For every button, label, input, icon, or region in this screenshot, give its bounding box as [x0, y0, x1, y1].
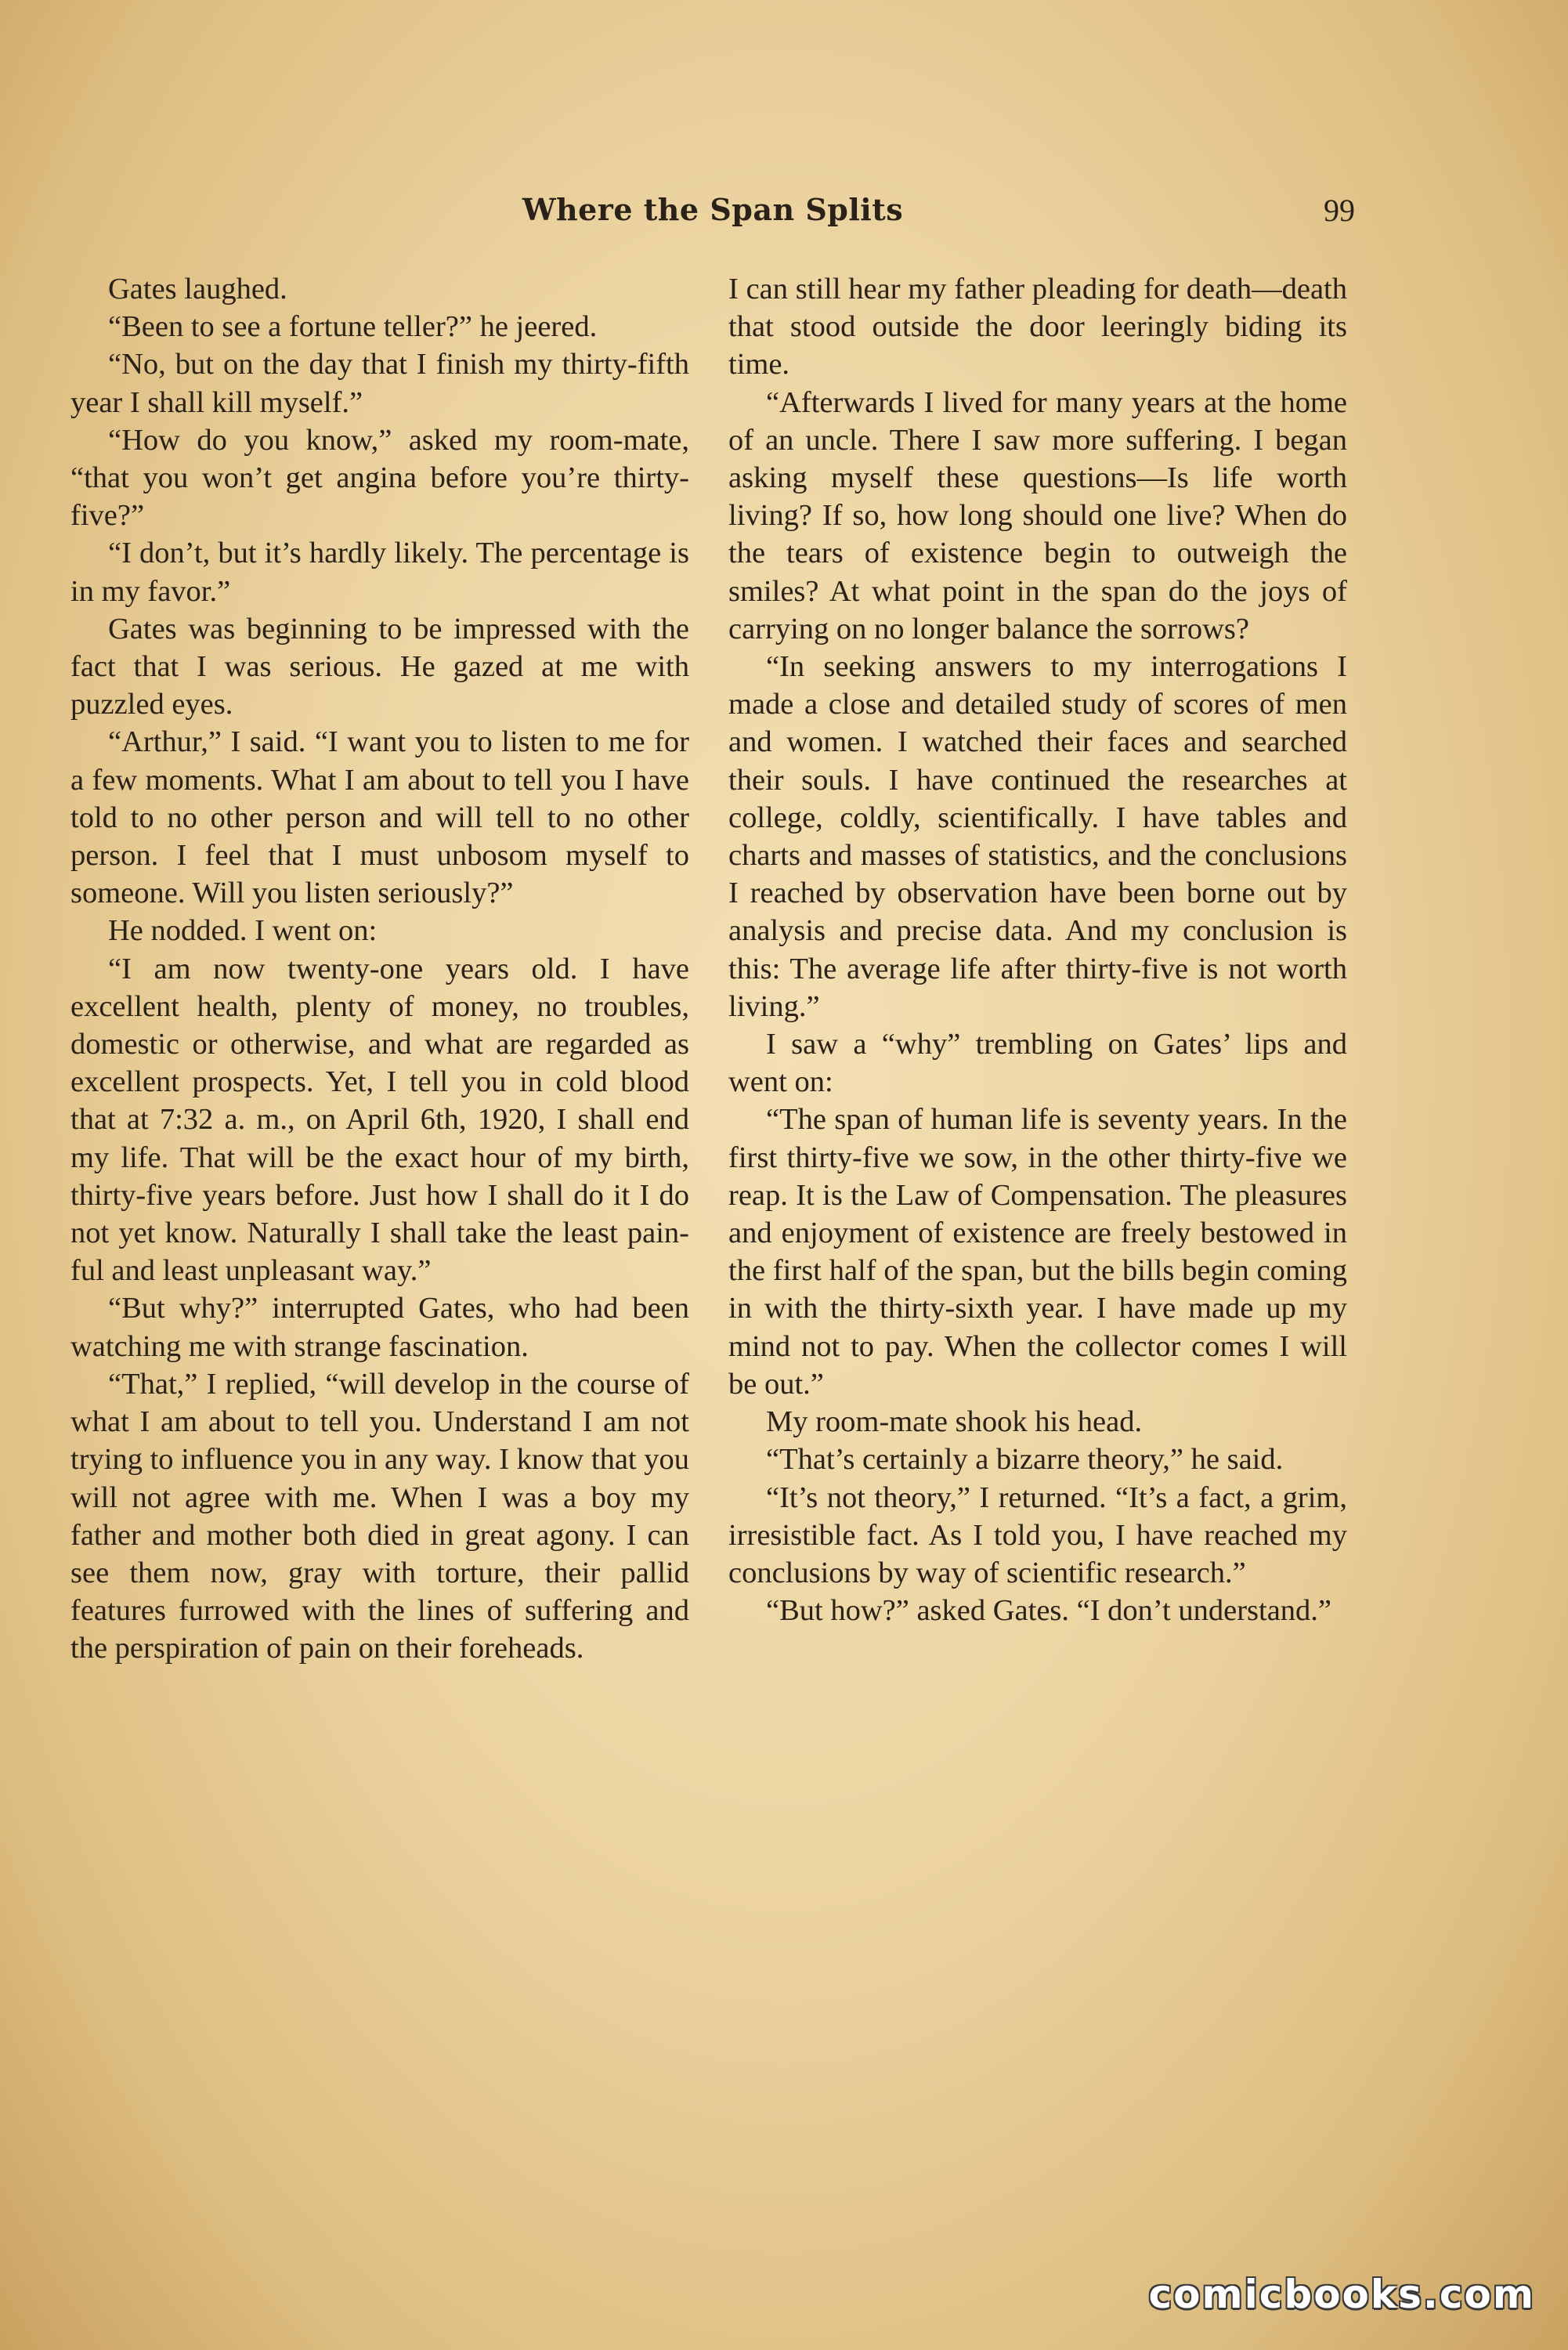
paragraph: “Afterwards I lived for many years at the home of an uncle. There I saw more suffering. I began asking myself these questions—Is life worth living? If so, how long should one live? When do the tears of existence begin to outweigh the smiles? At what point in the span do the joys of carrying on no longer balance the sorrows?: [728, 385, 1347, 645]
paragraph: “But why?” interrupted Gates, who had been watching me with strange fascination.: [70, 1292, 689, 1363]
page-number: 99: [1324, 193, 1355, 228]
site-watermark: comicbooks.com: [1148, 2272, 1535, 2317]
paragraph: I saw a “why” trembling on Gates’ lips and went on:: [728, 1028, 1347, 1099]
paragraph: He nodded. I went on:: [108, 914, 378, 948]
paragraph: “The span of human life is seventy years. In the first thirty-five we sow, in the other thirty-five we reap. It is the Law of Compensation. The pleasures and enjoyment of existence are freely bestowed in the first half of the span, but the bills begin coming in with the thirty-sixth year. I have made up my mind not to pay. When the collector comes I will be out.”: [728, 1103, 1347, 1401]
paragraph: Gates laughed.: [108, 273, 287, 306]
running-title: Where the Span Splits: [522, 192, 904, 227]
left-text-column: [70, 270, 689, 1668]
paragraph: My room-mate shook his head.: [766, 1405, 1143, 1439]
paragraph: “Arthur,” I said. “I want you to listen to me for a few moments. What I am about to tell you I have told to no other person and will tell to no other person. I feel that I must unbosom myself to someone. Will you listen seriously?”: [70, 725, 689, 910]
paragraph: “How do you know,” asked my room-mate, “that you won’t get angina before you’re thirty-five?”: [70, 423, 689, 533]
paragraph: “I am now twenty-one years old. I have excellent health, plenty of money, no troubles, domestic or otherwise, and what are regarded as excellent prospects. Yet, I tell you in cold blood that at 7:32 a. m., on April 6th, 1920, I shall end my life. That will be the exact hour of my birth, thirty-five years before. Just how I shall do it I do not yet know. Naturally I shall take the least painful and least unpleasant way.”: [70, 952, 689, 1288]
paragraph: “No, but on the day that I finish my thirty-fifth year I shall kill myself.”: [70, 348, 689, 419]
right-text-column: [728, 270, 1347, 1629]
page-header: [70, 192, 1355, 239]
paragraph: “It’s not theory,” I returned. “It’s a fact, a grim, irresistible fact. As I told you, I have reached my conclusions by way of scientific research.”: [728, 1480, 1347, 1589]
paragraph: “That,” I replied, “will develop in the course of what I am about to tell you. Understand I am not trying to influence you in any way. I know that you will not agree with me. When I was a boy my father and mother both died in great agony. I can see them now, gray with torture, their pallid features furrowed with the lines of suffering and the perspiration of pain on their foreheads.: [70, 1367, 689, 1665]
paragraph: Gates was beginning to be impressed with the fact that I was serious. He gazed at me with puzzled eyes.: [70, 612, 689, 721]
paragraph-continued: I can still hear my father pleading for death—death that stood outside the door leeringly biding its time.: [728, 273, 1347, 381]
paragraph: “Been to see a fortune teller?” he jeered.: [108, 310, 598, 344]
paragraph: “I don’t, but it’s hardly likely. The percentage is in my favor.”: [70, 537, 689, 608]
paragraph: “But how?” asked Gates. “I don’t understand.”: [766, 1594, 1332, 1628]
paragraph: “That’s certainly a bizarre theory,” he said.: [766, 1443, 1284, 1477]
paragraph: “In seeking answers to my interrogations I made a close and detailed study of scores of men and women. I watched their faces and searched their souls. I have continued the researches at college, coldly, scientifically. I have tables and charts and masses of statistics, and the conclusions I reached by observation have been borne out by analysis and precise data. And my conclusion is this: The average life after thirty-five is not worth living.”: [728, 650, 1347, 1023]
